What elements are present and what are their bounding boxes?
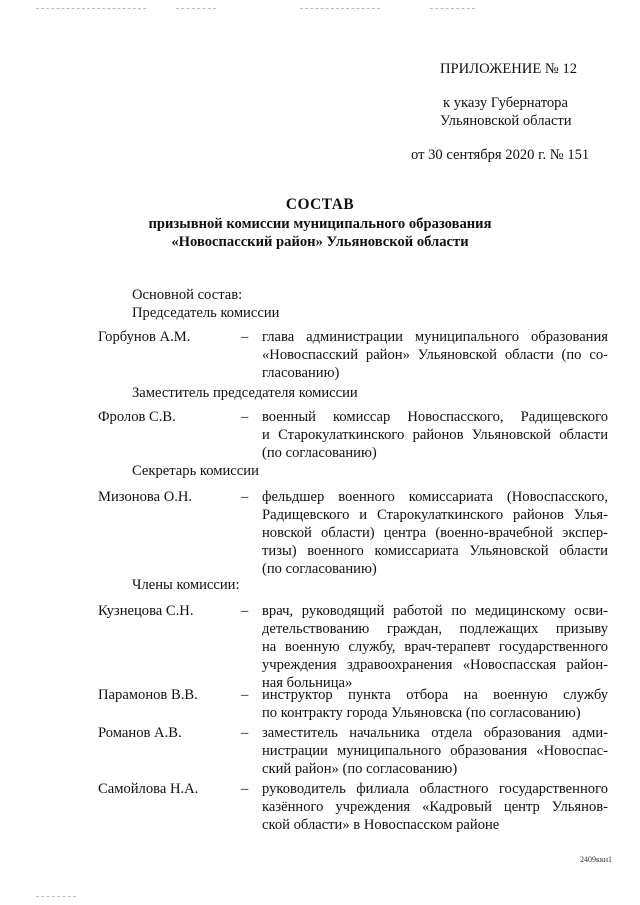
decree-reference: к указу Губернатора	[443, 95, 568, 111]
section-secretary: Секретарь комиссии	[132, 463, 259, 479]
position-line: нистрации муниципального образования «Новоспас-	[262, 743, 608, 759]
scan-artifact	[176, 8, 216, 10]
scan-artifact	[300, 8, 380, 10]
section-members: Члены комиссии:	[132, 577, 240, 593]
position-line: заместитель начальника отдела образования адми-	[262, 725, 608, 741]
member-position	[262, 328, 608, 382]
position-line: новской области) центра (военно-врачебной экспер-	[262, 525, 608, 541]
position-line: на военную службу, врач-терапевт государственного	[262, 639, 608, 655]
document-subtitle: призывной комиссии муниципального образования	[148, 216, 492, 232]
member-position	[262, 686, 608, 722]
position-line: глава администрации муниципального образования	[262, 329, 608, 345]
position-line: (по согласованию)	[262, 561, 377, 577]
appendix-number: ПРИЛОЖЕНИЕ № 12	[440, 61, 578, 77]
decree-date: от 30 сентября 2020 г. № 151	[411, 147, 590, 163]
position-line: фельдшер военного комиссариата (Новоспасского,	[262, 489, 608, 505]
member-name: Фролов С.В.	[98, 409, 176, 425]
member-name: Горбунов А.М.	[98, 329, 191, 345]
member-dash: –	[241, 687, 249, 703]
member-position	[262, 724, 608, 778]
section-deputy: Заместитель председателя комиссии	[132, 385, 358, 401]
position-line: Радищевского и Старокулаткинского районов Улья-	[262, 507, 608, 523]
position-line: ский район» (по согласованию)	[262, 761, 458, 777]
position-line: гласованию)	[262, 365, 340, 381]
member-dash: –	[241, 409, 249, 425]
member-dash: –	[241, 781, 249, 797]
position-line: инструктор пункта отбора на военную службу	[262, 687, 608, 703]
position-line: «Новоспасский район» Ульяновской области (по со-	[262, 347, 608, 363]
member-dash: –	[241, 603, 249, 619]
member-name: Романов А.В.	[98, 725, 182, 741]
position-line: по контракту города Ульяновска (по согласованию)	[262, 705, 581, 721]
scan-artifact	[36, 896, 76, 898]
position-line: и Старокулаткинского районов Ульяновской области	[262, 427, 608, 443]
position-line: ской области» в Новоспасском районе	[262, 817, 500, 833]
member-name: Кузнецова С.Н.	[98, 603, 194, 619]
document-title: СОСТАВ	[285, 196, 355, 213]
position-line: врач, руководящий работой по медицинскому осви-	[262, 603, 608, 619]
scan-artifact	[36, 8, 146, 10]
position-line: военный комиссар Новоспасского, Радищевского	[262, 409, 608, 425]
member-dash: –	[241, 489, 249, 505]
member-name: Мизонова О.Н.	[98, 489, 193, 505]
section-main: Основной состав:	[132, 287, 243, 303]
member-position	[262, 780, 608, 834]
section-chair: Председатель комиссии	[132, 305, 280, 321]
member-dash: –	[241, 725, 249, 741]
position-line: тизы) военного комиссариата Ульяновской области	[262, 543, 608, 559]
position-line: казённого учреждения «Кадровый центр Ульянов-	[262, 799, 608, 815]
document-subtitle-2: «Новоспасский район» Ульяновской области	[171, 234, 469, 250]
member-position	[262, 602, 608, 692]
position-line: ная больница»	[262, 675, 353, 691]
member-dash: –	[241, 329, 249, 345]
document-code: 2409ккн1	[580, 855, 613, 864]
scan-artifact	[430, 8, 475, 10]
decree-region: Ульяновской области	[440, 113, 572, 129]
member-name: Самойлова Н.А.	[98, 781, 199, 797]
position-line: (по согласованию)	[262, 445, 377, 461]
position-line: руководитель филиала областного государственного	[262, 781, 608, 797]
position-line: учреждения здравоохранения «Новоспасская район-	[262, 657, 608, 673]
member-position	[262, 488, 608, 578]
member-position	[262, 408, 608, 462]
member-name: Парамонов В.В.	[98, 687, 198, 703]
position-line: детельствованию граждан, подлежащих призыву	[262, 621, 608, 637]
